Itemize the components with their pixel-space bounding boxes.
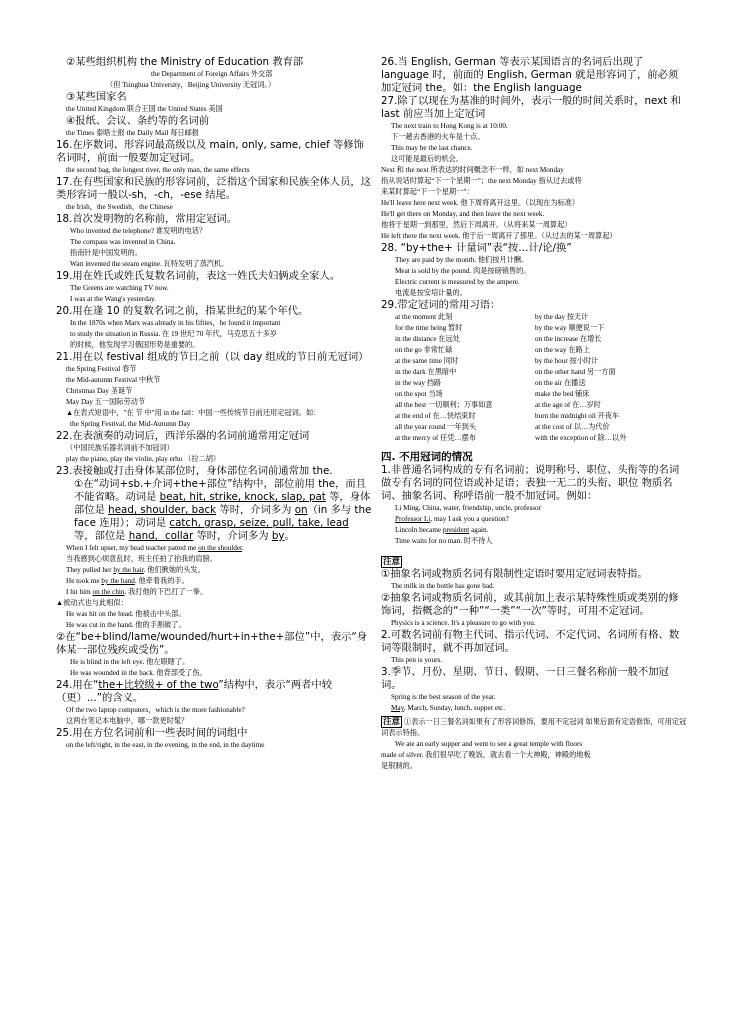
- underlined-term: on the shoulder: [198, 544, 243, 552]
- left-column: [56, 56, 372, 751]
- example-line: Physics is a science. It's a pleasure to go with you.: [391, 619, 536, 627]
- example-line: made of silver. 我们很早吃了晚饭，就去看一个大神殿，神殿的地板: [381, 751, 591, 759]
- example-line: He took me by the hand. 他牵着我的手。: [66, 577, 189, 585]
- rule-text: 28. “by+the+ 计量词”表“按…计/论/换”: [381, 242, 572, 254]
- underlined-term: president: [442, 526, 470, 534]
- rule-text: 21.用在以 festival 组成的节日之前（以 day 组成的节日前无冠词）: [56, 351, 369, 363]
- example-line: （中国民族乐器名词前不加冠词）: [66, 444, 174, 452]
- rule-text: ①抽象名词或物质名词有限制性定语时要用定冠词表特指。: [381, 568, 648, 580]
- underlined-term: May: [391, 704, 404, 712]
- right-column: [381, 56, 687, 772]
- example-line: 这两台笔记本电脑中，哪一款更时髦？: [66, 717, 189, 725]
- rule-text: ①在“动词+sb.+介词+the+部位”结构中，部位前用 the，而且不能省略。动词是 beat, hit, strike, knock, slap, pat 等，身体部位是 head, shoulder, back 等时，介词多为 on（in 多与 the face 连用）；动词是 catch, grasp, seize, pull, take, lead 等，部位是 hand，collar 等时，介词多为 by。: [74, 478, 372, 542]
- example-line: 是银制的。: [381, 762, 417, 770]
- underlined-term: on: [294, 504, 308, 516]
- example-line: Spring is the best season of the year.: [391, 693, 496, 701]
- rule-text: 20.用在逢 10 的复数名词之前，指某世纪的某个年代。: [56, 305, 309, 317]
- idiom-cell: in the dark 在黑暗中: [395, 368, 457, 376]
- example-line: 指从说话时算起“下一个星期一”；the next Monday 指从过去或将: [381, 177, 582, 185]
- example-line: He left there the next week. 他于后一周离开了那里。（从过去的某一周算起）: [381, 232, 617, 240]
- underlined-term: by the hand: [101, 577, 135, 585]
- rule-text: ③某些国家名: [66, 91, 127, 103]
- example-line: Lincoln became president again.: [395, 526, 489, 534]
- idiom-cell: by the way 顺便说一下: [535, 324, 605, 332]
- example-line: 指南针是中国发明的。: [70, 249, 142, 257]
- example-line: May Day 五一国际劳动节: [66, 398, 146, 406]
- example-line: 这可能是最后的机会。: [391, 155, 463, 163]
- rule-text: 2.可数名词前有物主代词、指示代词、不定代词、名词所有格、数词等限制时，就不再加冠词。: [381, 629, 680, 654]
- rule-text: ②在“be+blind/lame/wounded/hurt+in+the+部位”中，表示“身体某一部位残疾或受伤”。: [56, 631, 368, 656]
- note-paragraph: [381, 716, 687, 739]
- idiom-cell: at the mercy of 任凭…摆布: [395, 434, 477, 442]
- underlined-term: Professor Li: [395, 515, 431, 523]
- example-line: the Times 泰晤士报 the Daily Mail 每日邮报: [66, 129, 199, 137]
- rule-text: 23.表接触或打击身体某部位时，身体部位名词前通常加 the.: [56, 465, 333, 477]
- idiom-cell: at the same time 同时: [395, 357, 459, 365]
- example-line: the Spring Festival 春节: [66, 365, 137, 373]
- example-line: ▲在表式短语中，"在 节 中"用 in the fall：中国一些传统节日前还用定冠词。如：: [66, 409, 321, 417]
- idiom-cell: in the way 挡路: [395, 379, 442, 387]
- example-line: He was wounded in the back. 他背部受了伤。: [70, 669, 207, 677]
- example-line: They pulled her by the hair. 他们揪她的头发。: [66, 566, 205, 574]
- note-label: [381, 549, 687, 568]
- underlined-term: head, shoulder, back: [108, 504, 217, 516]
- example-line: Time waits for no man. 时不待人: [395, 537, 493, 545]
- example-line: 来某时算起“下一个星期一”：: [381, 188, 474, 196]
- note-tag: 注意: [383, 717, 401, 727]
- example-line: the Irish，the Swedish，the Chinese: [66, 203, 173, 211]
- example-line: the Spring Festival, the Mid-Autumn Day: [70, 420, 191, 428]
- idiom-cell: at the moment 此刻: [395, 313, 453, 321]
- idiom-cell: on the go 非常忙碌: [395, 346, 453, 354]
- idiom-cell: with the exception of 除…以外: [535, 434, 627, 442]
- example-line: This may be the last chance.: [391, 144, 473, 152]
- idiom-cell: on the increase 在增长: [535, 335, 602, 343]
- example-line: In the 1870s when Marx was already in his fifties，he found it important: [70, 319, 281, 327]
- rule-text: ②某些组织机构 the Ministry of Education 教育部: [66, 56, 304, 68]
- idiom-cell: all the best 一切顺利；万事如意: [395, 401, 493, 409]
- rule-text: 24.用在“the+比较级+ of the two”结构中，表示“两者中较（更）...”的含义。: [56, 679, 333, 704]
- underlined-term: beat, hit, strike, knock, slap, pat: [159, 491, 326, 503]
- note-text: ①表示一日三餐名词如果有了形容词修饰，要用不定冠词 如果后面有定语修饰，可用定冠词表示特指。: [381, 718, 687, 737]
- idiom-cell: all the year round 一年到头: [395, 423, 477, 431]
- example-line: on the left/right, in the east, in the evening, in the end, in the daytime: [66, 741, 265, 749]
- underlined-term: on the chin: [92, 588, 125, 596]
- example-line: Who invented the telephone? 谁发明的电话？: [70, 227, 207, 235]
- example-line: 下一趟去香港的火车是十点。: [391, 133, 485, 141]
- example-line: ▲被动式也与此相似：: [56, 599, 128, 607]
- rule-text: 19.用在姓氏或姓氏复数名词前，表这一姓氏夫妇俩或全家人。: [56, 270, 341, 282]
- underlined-term: by the hair: [113, 566, 144, 574]
- idiom-cell: by the day 按天计: [535, 313, 589, 321]
- idiom-cell: burn the midnight oil 开夜车: [535, 412, 620, 420]
- rule-text: 1.非普通名词构成的专有名词前；说明称号、职位、头衔等的名词做专有名词的同位语或补足语；表独一无二的头衔、职位 物质名词、抽象名词、称呼语前一般不加冠词。例如：: [381, 464, 680, 502]
- example-line: When I felt upset, my head teacher patted me on the shoulder.: [66, 544, 244, 552]
- idiom-cell: at the end of 在…快结束时: [395, 412, 476, 420]
- example-line: the Department of Foreign Affairs 外交部: [151, 70, 273, 78]
- example-line: He was cut in the hand. 他的手割破了。: [66, 621, 186, 629]
- idiom-cell: for the time being 暂时: [395, 324, 463, 332]
- rule-text: 17.在有些国家和民族的形容词前，泛指这个国家和民族全体人员，这类形容词一般以-sh，-ch，-ese 结尾。: [56, 176, 371, 201]
- example-line: This pen is yours.: [391, 656, 443, 664]
- rule-text: 16.在序数词、形容词最高级以及 main, only, same, chief 等修饰名词时，前面一般要加定冠词。: [56, 139, 364, 164]
- example-line: Next 和 the next 所表达的时间概念不一样，如 next Monday: [381, 166, 564, 174]
- rule-text: 29.带定冠词的常用习语：: [381, 299, 501, 311]
- rule-text: 27.除了以现在为基准的时间外，表示一般的时间关系时，next 和 last 前应当加上定冠词: [381, 95, 681, 120]
- example-line: The next train to Hong Kong is at 10:00.: [391, 122, 508, 130]
- rule-text: 3.季节、月份、星期、节日、假期、一日三餐名称前一般不加冠词。: [381, 666, 669, 691]
- example-line: to study the situation in Russia. 在 19 世纪 70 年代，马克思五十多岁: [70, 330, 278, 338]
- idiom-cell: at the age of 在…岁时: [535, 401, 601, 409]
- rule-text: 26.当 English, German 等表示某国语言的名词后出现了 language 时，前面的 English, German 就是形容词了，前必须加定冠词 the。如：the English language: [381, 56, 679, 94]
- example-line: （但 Tsinghua University，Beijing University 无冠词。）: [106, 81, 276, 89]
- rule-text: 25.用在方位名词前和一些表时间的词组中: [56, 727, 248, 739]
- example-line: He'll leave here next week. 他下周将离开这里。（以现在为标准）: [381, 199, 580, 207]
- example-line: 当我感到心烦意乱时，班主任拍了拍我的肩膀。: [66, 555, 217, 563]
- example-line: Electric current is measured by the ampere.: [395, 278, 520, 286]
- example-line: Watt invented the steam engine. 瓦特发明了蒸汽机。: [70, 260, 229, 268]
- example-line: 的时候，他发现学习俄国形势是重要的。: [70, 341, 200, 349]
- example-line: Of the two laptop computers，which is the more fashionable?: [66, 706, 245, 714]
- idiom-cell: by the hour 按小时计: [535, 357, 599, 365]
- example-line: He'll get there on Monday, and then leave the next week.: [381, 210, 545, 218]
- example-line: He was hit on the head. 他被击中头部。: [66, 610, 186, 618]
- example-line: They are paid by the month. 他们按月计酬。: [395, 256, 529, 264]
- rule-text: ④报纸、会议、条约等的名词前: [66, 115, 210, 127]
- example-line: the second bag, the longest river, the only man, the same effects: [66, 166, 250, 174]
- example-line: Meat is sold by the pound. 肉是按磅销售的。: [395, 267, 531, 275]
- example-line: May, March, Sunday, lunch, supper etc.: [391, 704, 506, 712]
- example-line: Christmas Day 圣诞节: [66, 387, 133, 395]
- example-line: He is blind in the left eye. 他左眼瞎了。: [70, 658, 190, 666]
- idiom-cell: on the spot 当场: [395, 390, 443, 398]
- example-line: the United Kingdom 联合王国 the United States 美国: [66, 105, 223, 113]
- underlined-term: catch, grasp, seize, pull, take, lead: [169, 517, 349, 529]
- idiom-cell: on the other hand 另一方面: [535, 368, 616, 376]
- example-line: I hit him on the chin. 我打他的下巴打了一拳。: [66, 588, 208, 596]
- example-line: We ate an early supper and went to see a great temple with floors: [395, 740, 583, 748]
- example-line: I was at the Wang's yesterday.: [70, 295, 156, 303]
- section-heading: 四. 不用冠词的情况: [381, 451, 473, 463]
- example-line: Professor Li, may I ask you a question?: [395, 515, 509, 523]
- idiom-cell: in the distance 在远处: [395, 335, 460, 343]
- example-line: 他将于星期一到那里，然后下周离开。（从将来某一周算起）: [381, 221, 572, 229]
- example-line: The milk in the bottle has gone bad.: [391, 582, 495, 590]
- underlined-term: the+比较级+ of the two: [98, 679, 219, 691]
- example-line: Li Ming, China, water, friendship, uncle, professor: [395, 504, 542, 512]
- example-line: The Greens are watching TV now.: [70, 284, 169, 292]
- example-line: play the piano, play the violin, play erhu （拉二胡）: [66, 455, 221, 463]
- underlined-term: hand，collar: [128, 530, 194, 542]
- underlined-term: by: [271, 530, 285, 542]
- rule-text: 18.首次发明物的名称前，常用定冠词。: [56, 213, 238, 225]
- example-line: 电流是按安培计量的。: [395, 289, 467, 297]
- idiom-cell: on the air 在播送: [535, 379, 586, 387]
- idiom-cell: on the way 在路上: [535, 346, 590, 354]
- note-tag: 注意: [383, 557, 401, 567]
- idiom-cell: at the cost of 以…为代价: [535, 423, 610, 431]
- rule-text: ②抽象名词或物质名词前，或其前加上表示某特殊性质或类别的修饰词，指概念的“一种”“一类”“一次”等时，可用不定冠词。: [381, 592, 679, 617]
- idiom-table: [381, 312, 687, 444]
- idiom-cell: make the bed 铺床: [535, 390, 590, 398]
- example-line: the Mid-autumn Festival 中秋节: [66, 376, 161, 384]
- rule-text: 22.在表演奏的动词后，西洋乐器的名词前通常用定冠词: [56, 430, 310, 442]
- example-line: The compass was invented in China.: [70, 238, 176, 246]
